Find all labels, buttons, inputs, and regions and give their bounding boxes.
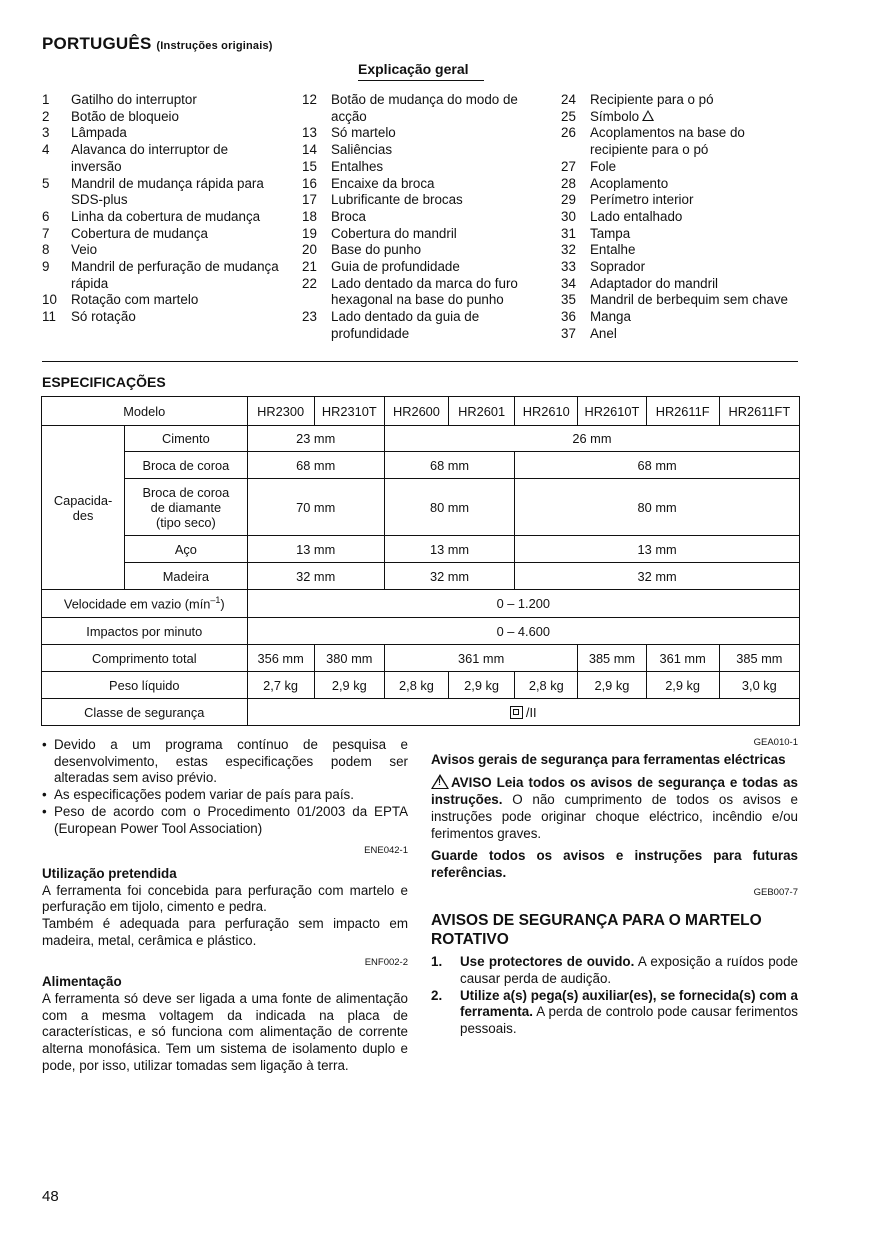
table-row: [42, 590, 800, 618]
part-number: 31: [561, 225, 576, 241]
part-label: Lâmpada: [71, 125, 127, 141]
list-item: [302, 209, 542, 226]
part-label: Cobertura do mandril: [331, 225, 457, 241]
list-item: [302, 142, 542, 159]
table-cell: 32 mm: [247, 563, 384, 590]
list-item: • Devido a um programa contínuo de pesquisa e desenvolvimento, estas especificações podem ser alteradas sem aviso prévio.: [42, 737, 408, 786]
table-row: [42, 618, 800, 645]
model-cell: HR2611FT: [719, 397, 799, 426]
part-label: Botão de bloqueio: [71, 108, 179, 124]
part-number: 34: [561, 275, 576, 291]
paragraph: [431, 774, 798, 842]
part-label: Manga: [590, 309, 631, 325]
part-label: Mandril de berbequim sem chave: [590, 292, 788, 308]
list-item: [302, 309, 542, 342]
part-label: Mandril de mudança rápida para SDS-plus: [71, 175, 264, 208]
model-cell: HR2610: [515, 397, 578, 426]
doc-code: GEA010-1: [753, 737, 798, 748]
part-number: 36: [561, 309, 576, 325]
table-cell: 32 mm: [515, 563, 800, 590]
table-cell: 2,8 kg: [384, 672, 448, 699]
row-label: Madeira: [125, 563, 247, 590]
part-number: 18: [302, 208, 317, 224]
velocidade-label: Velocidade em vazio (mín: [63, 596, 211, 612]
table-cell: 68 mm: [384, 452, 514, 479]
list-item: [561, 109, 801, 126]
part-number: 8: [42, 242, 50, 258]
table-cell: 2,9 kg: [578, 672, 646, 699]
aviso-text: O não cumprimento de todos os avisos e instruções pode originar choque eléctrico, incêndio e/ou ferimentos graves.: [431, 792, 798, 841]
table-cell: 2,7 kg: [247, 672, 314, 699]
table-cell: 23 mm: [247, 426, 384, 452]
table-cell: 13 mm: [247, 536, 384, 563]
bullet-icon: •: [42, 737, 47, 752]
table-cell: 13 mm: [384, 536, 514, 563]
part-label: Adaptador do mandril: [590, 275, 719, 291]
list-item: • Peso de acordo com o Procedimento 01/2003 da EPTA (European Power Tool Association): [42, 803, 408, 836]
list-item: [42, 209, 282, 226]
table-cell: 3,0 kg: [719, 672, 799, 699]
table-cell: 13 mm: [515, 536, 800, 563]
list-item: [42, 92, 282, 109]
row-label: Classe de segurança: [42, 699, 248, 726]
part-number: 17: [302, 192, 317, 208]
section-heading: AVISOS DE SEGURANÇA PARA O MARTELO ROTATIVO: [431, 912, 762, 949]
list-item: [561, 176, 801, 193]
part-label: Mandril de perfuração de mudança rápida: [71, 259, 279, 291]
table-row: [42, 426, 800, 452]
list-item: [561, 192, 801, 209]
double-insulation-icon: [510, 706, 523, 719]
page-number: 48: [42, 1188, 59, 1205]
list-item: [561, 292, 801, 309]
spec-title: ESPECIFICAÇÕES: [42, 374, 166, 390]
table-cell: 2,9 kg: [449, 672, 515, 699]
model-cell: HR2300: [247, 397, 314, 426]
right-column: [431, 735, 798, 1038]
list-item: [561, 259, 801, 276]
part-label: Tampa: [590, 225, 631, 241]
row-label: Peso líquido: [42, 672, 248, 699]
table-cell: 356 mm: [247, 645, 314, 672]
table-cell: 385 mm: [578, 645, 646, 672]
model-cell: HR2610T: [578, 397, 646, 426]
table-cell: 2,8 kg: [515, 672, 578, 699]
part-number: 7: [42, 225, 50, 241]
part-number: 11: [42, 309, 56, 325]
part-label: Broca: [331, 208, 366, 224]
list-item: [561, 92, 801, 109]
part-label: Só martelo: [331, 125, 396, 141]
table-cell: 380 mm: [314, 645, 384, 672]
list-item: [561, 226, 801, 243]
table-row: [42, 672, 800, 699]
list-item: [302, 259, 542, 276]
table-cell: 26 mm: [384, 426, 799, 452]
table-row: [42, 479, 800, 536]
part-label: Linha da cobertura de mudança: [71, 208, 261, 224]
part-number: 25: [561, 108, 576, 124]
part-label: Gatilho do interruptor: [71, 92, 197, 107]
list-item: [302, 242, 542, 259]
section-heading: Alimentação: [42, 974, 122, 990]
row-label: Comprimento total: [42, 645, 248, 672]
triangle-symbol-icon: [642, 110, 654, 121]
part-number: 10: [42, 292, 57, 308]
part-number: 28: [561, 175, 576, 191]
part-label: Lado dentado da guia de profundidade: [331, 309, 480, 341]
parts-list-col1: [42, 92, 282, 326]
list-item: [42, 125, 282, 142]
page-title: [42, 34, 273, 54]
part-label: Acoplamentos na base do recipiente para o pó: [590, 125, 745, 158]
table-row: [42, 452, 800, 479]
part-label: Lado dentado da marca do furo hexagonal na base do punho: [331, 275, 518, 308]
list-item: [302, 176, 542, 193]
part-number: 19: [302, 225, 317, 241]
part-number: 9: [42, 259, 50, 275]
section-divider: [42, 361, 798, 362]
part-number: 26: [561, 125, 576, 141]
list-item: 1. Use protectores de ouvido. A exposição a ruídos pode causar perda de audição.: [431, 954, 798, 987]
part-label: Lubrificante de brocas: [331, 192, 463, 208]
language-subtitle: (Instruções originais): [156, 40, 273, 52]
aviso-bold: AVISO Leia todos os avisos de segurança e todas as instruções.: [431, 775, 798, 808]
part-label: Rotação com martelo: [71, 292, 199, 308]
list-item: [42, 109, 282, 126]
table-row: [42, 536, 800, 563]
part-label: Saliências: [331, 142, 393, 158]
capacidades-label: Capacida- des: [42, 426, 125, 590]
section-heading: Utilização pretendida: [42, 865, 177, 881]
paragraph: Guarde todos os avisos e instruções para futuras referências.: [431, 848, 798, 880]
list-item: • As especificações podem variar de país para país.: [42, 787, 354, 803]
part-number: 35: [561, 292, 576, 308]
list-item: 2. Utilize a(s) pega(s) auxiliar(es), se fornecida(s) com a ferramenta. A perda de controlo pode causar ferimentos pessoais.: [431, 987, 798, 1037]
part-number: 23: [302, 309, 317, 325]
model-cell: HR2601: [449, 397, 515, 426]
left-column: [42, 737, 408, 1074]
part-label: Botão de mudança do modo de acção: [331, 92, 518, 124]
parts-list-col3: [561, 92, 801, 343]
list-item: [561, 125, 801, 158]
part-number: 4: [42, 142, 50, 158]
list-item: [561, 209, 801, 226]
part-number: 6: [42, 208, 50, 224]
part-label: Entalhe: [590, 242, 636, 258]
table-cell: 80 mm: [515, 479, 800, 536]
table-row: [42, 645, 800, 672]
row-label: Impactos por minuto: [42, 618, 248, 645]
list-item: [302, 276, 542, 309]
part-number: 15: [302, 158, 317, 174]
bullet-icon: •: [42, 787, 47, 803]
row-label: Aço: [125, 536, 247, 563]
part-number: 2: [42, 108, 50, 124]
list-item: [561, 159, 801, 176]
table-cell: 0 – 4.600: [247, 618, 799, 645]
part-label: Acoplamento: [590, 175, 669, 191]
table-cell: 361 mm: [384, 645, 577, 672]
table-cell: 70 mm: [247, 479, 384, 536]
section-heading: Avisos gerais de segurança para ferramentas eléctricas: [431, 751, 786, 767]
doc-code: ENE042-1: [364, 845, 408, 857]
part-number: 13: [302, 125, 317, 141]
row-label: Broca de coroa de diamante (tipo seco): [125, 479, 247, 536]
model-label: Modelo: [42, 397, 248, 426]
model-cell: HR2310T: [314, 397, 384, 426]
part-label: Recipiente para o pó: [590, 92, 714, 107]
part-label: Soprador: [590, 259, 646, 275]
language-title: PORTUGUÊS: [42, 34, 152, 53]
table-cell: 2,9 kg: [314, 672, 384, 699]
part-label: Só rotação: [71, 309, 136, 325]
part-label: Veio: [71, 242, 98, 258]
part-label: Cobertura de mudança: [71, 225, 208, 241]
part-label: Anel: [590, 325, 617, 341]
parts-list-col2: [302, 92, 542, 343]
part-number: 24: [561, 92, 576, 107]
table-cell: 385 mm: [719, 645, 799, 672]
part-number: 3: [42, 125, 50, 141]
part-label: Lado entalhado: [590, 208, 683, 224]
list-item: [302, 226, 542, 243]
paragraph: Também é adequada para perfuração sem impacto em madeira, metal, cerâmica e plástico.: [42, 916, 408, 948]
paragraph: A ferramenta foi concebida para perfuração com martelo e perfuração em tijolo, cimento e pedra.: [42, 882, 408, 915]
list-item: [561, 242, 801, 259]
row-label: Cimento: [125, 426, 247, 452]
list-item: [561, 326, 801, 343]
list-item: [42, 176, 282, 209]
part-number: 5: [42, 175, 50, 191]
doc-code: GEB007-7: [753, 886, 798, 898]
list-item: [42, 226, 282, 243]
part-label: Entalhes: [331, 158, 384, 174]
part-label: Símbolo: [590, 109, 801, 126]
row-label: [42, 590, 248, 618]
list-item: [302, 125, 542, 142]
list-item: [561, 276, 801, 293]
part-number: 37: [561, 325, 576, 341]
part-label: Perímetro interior: [590, 192, 694, 208]
table-cell: 80 mm: [384, 479, 514, 536]
part-number: 30: [561, 208, 576, 224]
table-cell: 0 – 1.200: [247, 590, 799, 618]
part-label: Base do punho: [331, 242, 422, 258]
velocidade-close: ): [220, 596, 225, 612]
part-number: 21: [302, 259, 317, 275]
paragraph: A ferramenta só deve ser ligada a uma fonte de alimentação com a mesma voltagem da indicada na placa de características, e só funciona com alimentação de corrente alterna monofásica. Tem um sistema de isolamento duplo e pode, por isso, utilizar tomadas sem ligação à terra.: [42, 990, 408, 1073]
list-item: [302, 159, 542, 176]
classe-value: /II: [525, 704, 537, 720]
warning-icon: !: [431, 774, 449, 789]
table-cell: [247, 699, 799, 726]
table-cell: 68 mm: [247, 452, 384, 479]
list-item: [561, 309, 801, 326]
part-number: 20: [302, 242, 317, 258]
model-cell: HR2611F: [646, 397, 719, 426]
table-cell: 361 mm: [646, 645, 719, 672]
part-number: 29: [561, 192, 576, 208]
part-number: 22: [302, 275, 317, 291]
part-number: 14: [302, 142, 317, 158]
table-row: [42, 397, 800, 426]
explicacao-title: Explicação geral: [358, 61, 484, 81]
model-cell: HR2600: [384, 397, 448, 426]
part-number: 12: [302, 92, 317, 107]
list-item: [42, 292, 282, 309]
bullet-icon: •: [42, 803, 47, 819]
table-row: [42, 699, 800, 726]
part-number: 32: [561, 242, 576, 258]
part-number: 1: [42, 92, 50, 107]
velocidade-sup: –1: [210, 595, 221, 606]
table-row: [42, 563, 800, 590]
part-label: Encaixe da broca: [331, 175, 435, 191]
list-item: [42, 242, 282, 259]
part-label: Fole: [590, 158, 617, 174]
part-number: 33: [561, 259, 576, 275]
row-label: Broca de coroa: [125, 452, 247, 479]
list-item: [42, 259, 282, 292]
part-label: Alavanca do interruptor de inversão: [71, 142, 229, 174]
part-label: Guia de profundidade: [331, 259, 460, 275]
list-item: [42, 309, 282, 326]
spec-table: [41, 396, 800, 726]
list-item: [42, 142, 282, 175]
table-cell: 32 mm: [384, 563, 514, 590]
part-number: 27: [561, 158, 576, 174]
list-item: [302, 92, 542, 125]
table-cell: 68 mm: [515, 452, 800, 479]
doc-code: ENF002-2: [364, 957, 408, 969]
table-cell: 2,9 kg: [646, 672, 719, 699]
part-number: 16: [302, 175, 317, 191]
list-item: [302, 192, 542, 209]
